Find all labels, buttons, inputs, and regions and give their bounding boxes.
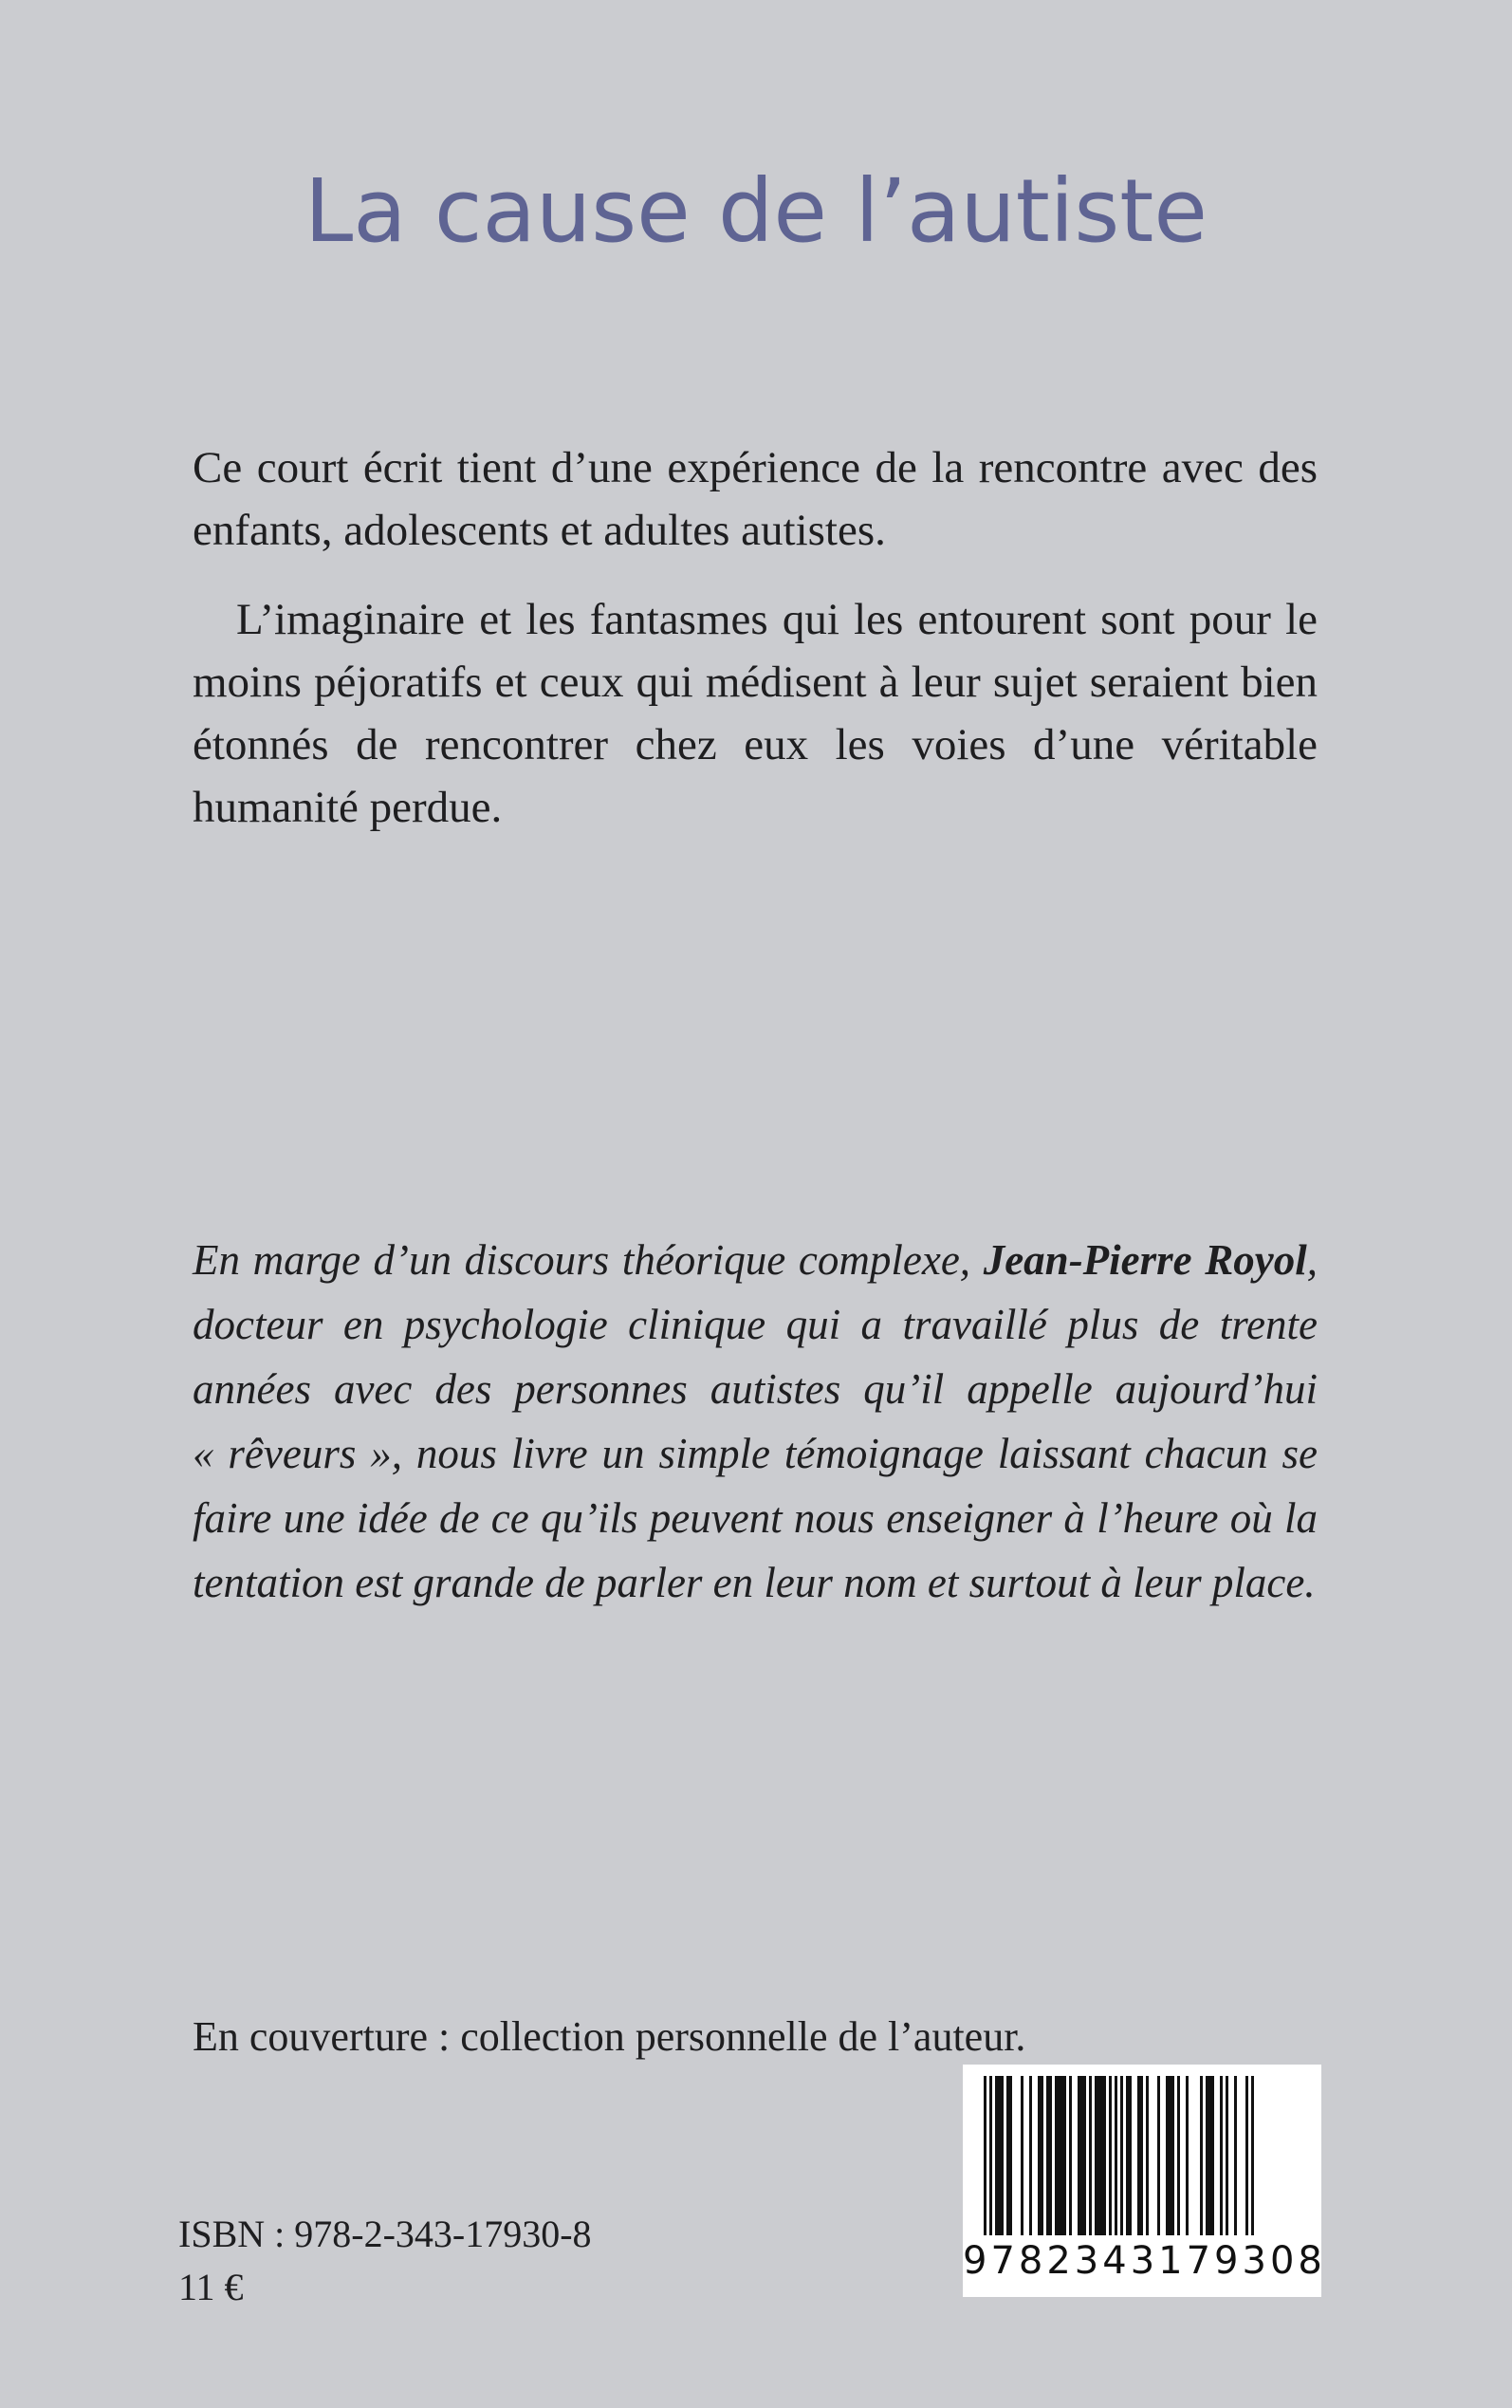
barcode-bar <box>1211 2076 1214 2235</box>
barcode-bar <box>1166 2076 1169 2235</box>
barcode-bar <box>1171 2076 1174 2235</box>
barcode-icon <box>963 2065 1321 2245</box>
barcode-bar <box>1109 2076 1112 2235</box>
barcode-bar <box>1046 2076 1049 2235</box>
barcode-bar <box>1186 2076 1189 2235</box>
barcode-bar <box>1021 2076 1023 2235</box>
barcode-bar <box>1245 2076 1248 2235</box>
author-bio <box>193 1228 1318 1615</box>
barcode-bar <box>1001 2076 1004 2235</box>
bio-rest: , docteur en psychologie clinique qui a travaillé plus de trente années avec des personnes autistes qu’il appelle aujourd’hui « rêveurs », nous livre un simple témoignage laissant chacun se faire une idée de ce qu’ils peuvent nous enseigner à l’heure où la tentation est grande de parler en leur nom et surtout à leur place. <box>193 1236 1318 1606</box>
barcode-digits: 9782343179308 <box>963 2239 1326 2283</box>
barcode-bar <box>1206 2076 1208 2235</box>
barcode-bar <box>1006 2076 1009 2235</box>
barcode-bar <box>1038 2076 1041 2235</box>
cover-credit: En couverture : collection personnelle de l’auteur. <box>193 2013 1026 2060</box>
barcode-bar <box>984 2076 986 2235</box>
price: 11 € <box>178 2266 244 2308</box>
barcode-bar <box>998 2076 1001 2235</box>
barcode-bar <box>1083 2076 1086 2235</box>
intro-paragraph-2: L’imaginaire et les fantasmes qui les entourent sont pour le moins péjoratifs et ceux qui médisent à leur sujet seraient bien étonnés de rencontrer chez eux les voies d’une véritable humanité perdue. <box>193 595 1318 832</box>
barcode-bar <box>1169 2076 1171 2235</box>
barcode-bar <box>1177 2076 1180 2235</box>
bio-lead: En marge d’un discours théorique complexe, <box>193 1236 984 1284</box>
barcode-bar <box>1063 2076 1066 2235</box>
barcode-bar <box>1140 2076 1143 2235</box>
barcode-bar <box>1069 2076 1072 2235</box>
barcode-bar <box>1226 2076 1228 2235</box>
barcode-bar <box>1078 2076 1080 2235</box>
barcode-bar <box>1157 2076 1160 2235</box>
barcode-bar <box>1058 2076 1060 2235</box>
barcode-bar <box>1049 2076 1052 2235</box>
barcode-bar <box>1009 2076 1012 2235</box>
isbn: ISBN : 978-2-343-17930-8 <box>178 2213 592 2255</box>
barcode-bar <box>1120 2076 1123 2235</box>
barcode-bar <box>1234 2076 1237 2235</box>
barcode-bar <box>1080 2076 1083 2235</box>
barcode-bar <box>1041 2076 1043 2235</box>
barcode-bar <box>1129 2076 1132 2235</box>
intro-paragraph-1: Ce court écrit tient d’une expérience de la rencontre avec des enfants, adolescents et adultes autistes. <box>193 443 1318 555</box>
barcode-bar <box>1200 2076 1203 2235</box>
barcode-bar <box>1100 2076 1103 2235</box>
barcode-bar <box>1029 2076 1032 2235</box>
barcode-bar <box>1089 2076 1092 2235</box>
barcode-bar <box>1097 2076 1100 2235</box>
barcode-bar <box>1060 2076 1063 2235</box>
barcode-bar <box>1251 2076 1254 2235</box>
barcode-bar <box>1115 2076 1117 2235</box>
barcode-bar <box>1095 2076 1097 2235</box>
barcode-bar <box>1103 2076 1106 2235</box>
barcode-bar <box>1137 2076 1140 2235</box>
intro-text <box>193 436 1318 865</box>
barcode-bar <box>1146 2076 1149 2235</box>
barcode-bar <box>1208 2076 1211 2235</box>
barcode <box>963 2065 1326 2297</box>
barcode-bar <box>1055 2076 1058 2235</box>
barcode-bar <box>1220 2076 1223 2235</box>
barcode-bar <box>1126 2076 1129 2235</box>
barcode-bar <box>989 2076 992 2235</box>
barcode-bar <box>995 2076 998 2235</box>
author-name: Jean-Pierre Royol <box>983 1236 1307 1284</box>
book-title: La cause de l’autiste <box>304 160 1208 262</box>
